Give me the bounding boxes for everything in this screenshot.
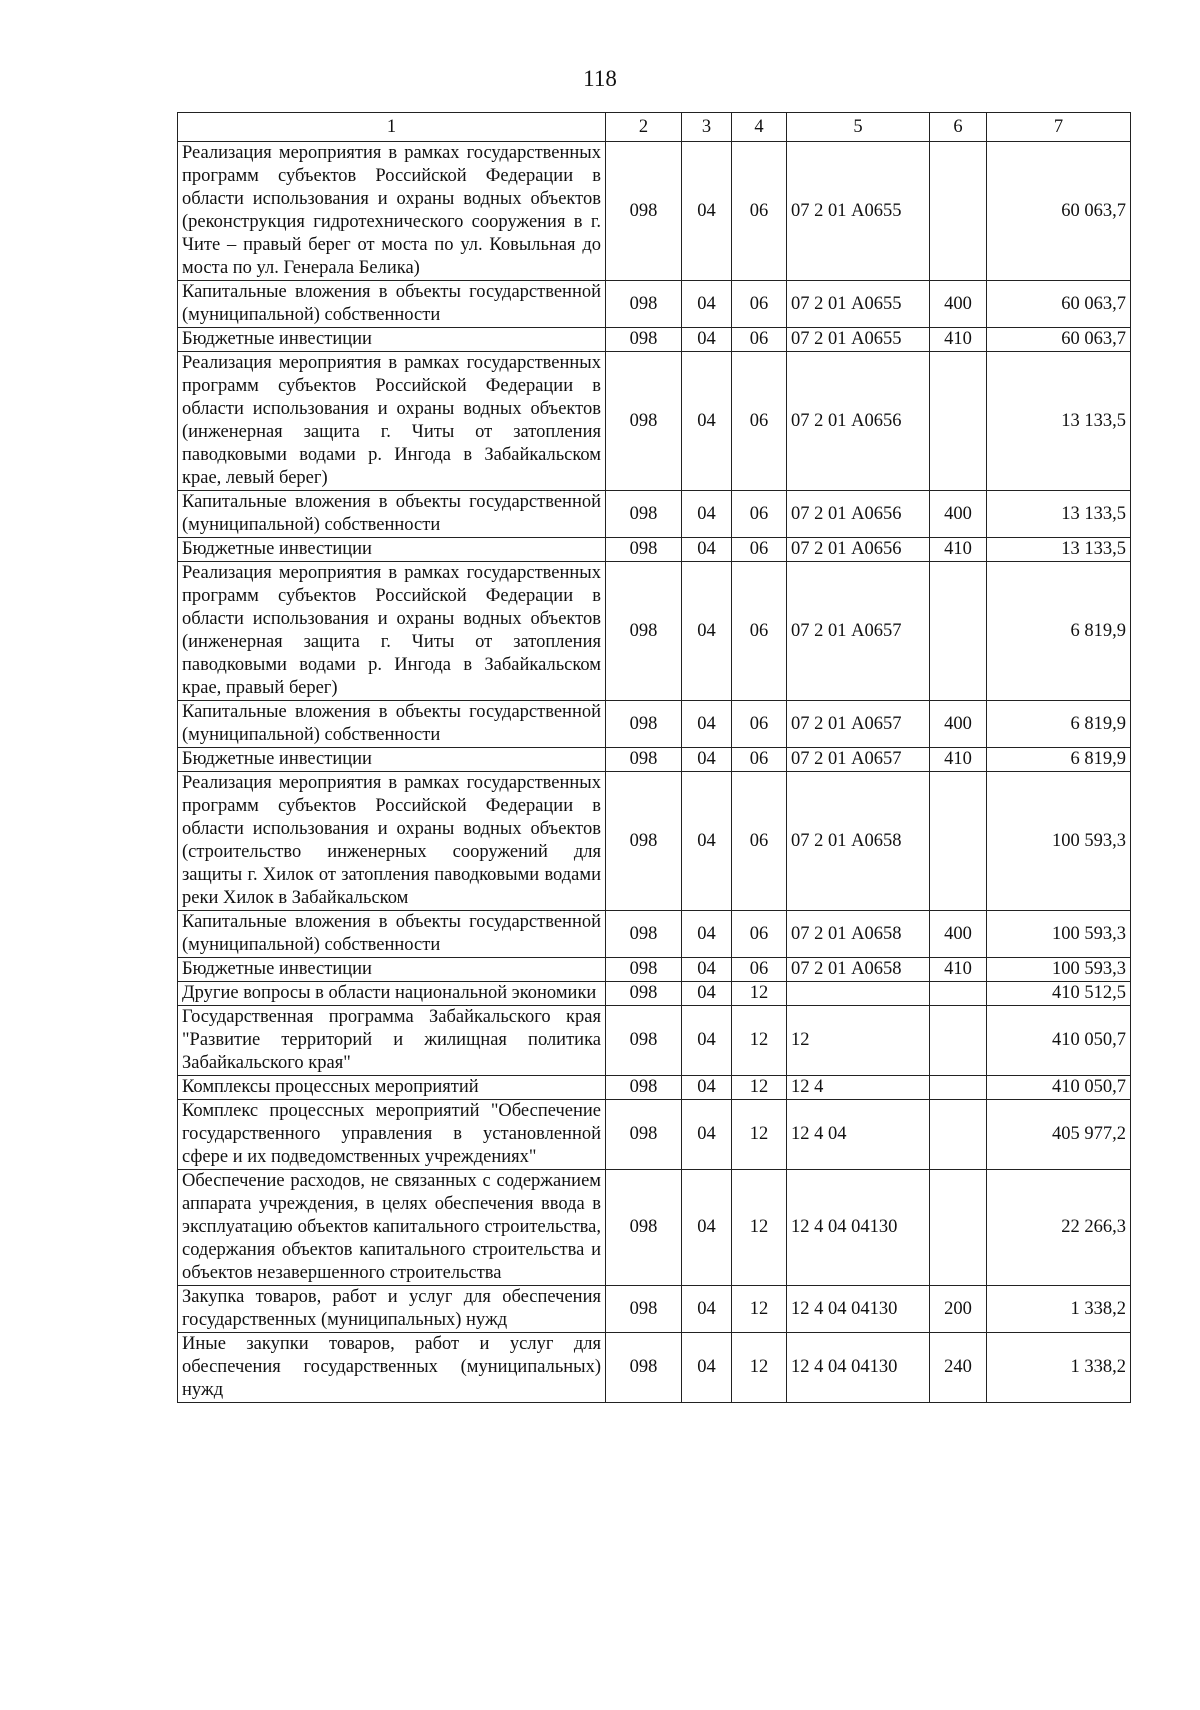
amount: 410 512,5 xyxy=(987,982,1131,1006)
subsection-code: 06 xyxy=(732,562,787,701)
amount: 410 050,7 xyxy=(987,1006,1131,1076)
expense-type-code xyxy=(930,352,987,491)
subsection-code: 06 xyxy=(732,142,787,281)
expense-type-code xyxy=(930,1006,987,1076)
table-row xyxy=(178,538,1131,562)
table-row xyxy=(178,1100,1131,1170)
section-code: 04 xyxy=(682,1333,732,1403)
ministry-code: 098 xyxy=(606,491,682,538)
table-row xyxy=(178,911,1131,958)
table-row xyxy=(178,1170,1131,1286)
ministry-code: 098 xyxy=(606,1170,682,1286)
section-code: 04 xyxy=(682,281,732,328)
subsection-code: 12 xyxy=(732,1006,787,1076)
column-header: 2 xyxy=(606,113,682,142)
column-header: 3 xyxy=(682,113,732,142)
expense-type-code: 400 xyxy=(930,701,987,748)
target-article-code: 12 4 xyxy=(787,1076,930,1100)
section-code: 04 xyxy=(682,1076,732,1100)
ministry-code: 098 xyxy=(606,772,682,911)
page-number: 118 xyxy=(583,66,617,91)
table-row xyxy=(178,352,1131,491)
target-article-code: 07 2 01 А0657 xyxy=(787,701,930,748)
expense-type-code: 410 xyxy=(930,958,987,982)
ministry-code: 098 xyxy=(606,1006,682,1076)
table-row xyxy=(178,281,1131,328)
subsection-code: 06 xyxy=(732,352,787,491)
amount: 100 593,3 xyxy=(987,911,1131,958)
target-article-code: 12 4 04 04130 xyxy=(787,1286,930,1333)
amount: 1 338,2 xyxy=(987,1333,1131,1403)
amount: 1 338,2 xyxy=(987,1286,1131,1333)
ministry-code: 098 xyxy=(606,328,682,352)
ministry-code: 098 xyxy=(606,1333,682,1403)
amount: 100 593,3 xyxy=(987,772,1131,911)
amount: 60 063,7 xyxy=(987,142,1131,281)
row-name: Реализация мероприятия в рамках государственных программ субъектов Российской Федерации в области использования и охраны водных объектов (реконструкция гидротехнического сооружения в г. Чите – правый берег от моста по ул. Ковыльная до моста по ул. Генерала Белика) xyxy=(178,142,606,281)
target-article-code: 07 2 01 А0656 xyxy=(787,538,930,562)
amount: 6 819,9 xyxy=(987,748,1131,772)
subsection-code: 06 xyxy=(732,772,787,911)
expense-type-code: 240 xyxy=(930,1333,987,1403)
subsection-code: 12 xyxy=(732,1170,787,1286)
row-name: Капитальные вложения в объекты государственной (муниципальной) собственности xyxy=(178,911,606,958)
section-code: 04 xyxy=(682,142,732,281)
ministry-code: 098 xyxy=(606,748,682,772)
table-row xyxy=(178,491,1131,538)
amount: 13 133,5 xyxy=(987,491,1131,538)
table-row xyxy=(178,1076,1131,1100)
amount: 405 977,2 xyxy=(987,1100,1131,1170)
column-header: 5 xyxy=(787,113,930,142)
column-header: 1 xyxy=(178,113,606,142)
subsection-code: 06 xyxy=(732,328,787,352)
amount: 13 133,5 xyxy=(987,352,1131,491)
subsection-code: 12 xyxy=(732,1333,787,1403)
subsection-code: 06 xyxy=(732,538,787,562)
subsection-code: 06 xyxy=(732,491,787,538)
subsection-code: 12 xyxy=(732,1286,787,1333)
section-code: 04 xyxy=(682,911,732,958)
table-row xyxy=(178,562,1131,701)
ministry-code: 098 xyxy=(606,538,682,562)
row-name: Бюджетные инвестиции xyxy=(178,958,606,982)
target-article-code: 07 2 01 А0658 xyxy=(787,958,930,982)
row-name: Бюджетные инвестиции xyxy=(178,748,606,772)
row-name: Капитальные вложения в объекты государственной (муниципальной) собственности xyxy=(178,281,606,328)
expense-type-code xyxy=(930,772,987,911)
column-header: 4 xyxy=(732,113,787,142)
row-name: Бюджетные инвестиции xyxy=(178,328,606,352)
table-row xyxy=(178,1286,1131,1333)
ministry-code: 098 xyxy=(606,562,682,701)
table-row xyxy=(178,1006,1131,1076)
expense-type-code xyxy=(930,562,987,701)
target-article-code: 12 xyxy=(787,1006,930,1076)
expense-type-code: 200 xyxy=(930,1286,987,1333)
target-article-code: 07 2 01 А0657 xyxy=(787,562,930,701)
target-article-code: 07 2 01 А0655 xyxy=(787,281,930,328)
table-row xyxy=(178,142,1131,281)
target-article-code: 07 2 01 А0656 xyxy=(787,491,930,538)
expense-type-code: 400 xyxy=(930,911,987,958)
ministry-code: 098 xyxy=(606,1286,682,1333)
target-article-code: 07 2 01 А0658 xyxy=(787,772,930,911)
row-name: Реализация мероприятия в рамках государственных программ субъектов Российской Федерации в области использования и охраны водных объектов (строительство инженерных сооружений для защиты г. Хилок от затопления паводковыми водами реки Хилок в Забайкальском xyxy=(178,772,606,911)
row-name: Обеспечение расходов, не связанных с содержанием аппарата учреждения, в целях обеспечения ввода в эксплуатацию объектов капитального строительства, содержания объектов капитального строительства и объектов незавершенного строительства xyxy=(178,1170,606,1286)
expense-type-code: 410 xyxy=(930,538,987,562)
column-header: 6 xyxy=(930,113,987,142)
section-code: 04 xyxy=(682,562,732,701)
subsection-code: 06 xyxy=(732,911,787,958)
ministry-code: 098 xyxy=(606,958,682,982)
target-article-code: 07 2 01 А0655 xyxy=(787,142,930,281)
expense-type-code xyxy=(930,982,987,1006)
subsection-code: 06 xyxy=(732,748,787,772)
expense-type-code: 410 xyxy=(930,328,987,352)
expense-type-code: 400 xyxy=(930,281,987,328)
table-row xyxy=(178,328,1131,352)
amount: 410 050,7 xyxy=(987,1076,1131,1100)
section-code: 04 xyxy=(682,701,732,748)
ministry-code: 098 xyxy=(606,1076,682,1100)
ministry-code: 098 xyxy=(606,281,682,328)
section-code: 04 xyxy=(682,1170,732,1286)
amount: 100 593,3 xyxy=(987,958,1131,982)
subsection-code: 12 xyxy=(732,1100,787,1170)
section-code: 04 xyxy=(682,352,732,491)
table-row xyxy=(178,982,1131,1006)
subsection-code: 06 xyxy=(732,281,787,328)
row-name: Комплексы процессных мероприятий xyxy=(178,1076,606,1100)
row-name: Иные закупки товаров, работ и услуг для обеспечения государственных (муниципальных) нужд xyxy=(178,1333,606,1403)
table-row xyxy=(178,1333,1131,1403)
expense-type-code: 400 xyxy=(930,491,987,538)
expense-type-code xyxy=(930,142,987,281)
row-name: Закупка товаров, работ и услуг для обеспечения государственных (муниципальных) нужд xyxy=(178,1286,606,1333)
budget-table xyxy=(177,112,1131,1403)
column-number-row xyxy=(178,113,1131,142)
row-name: Реализация мероприятия в рамках государственных программ субъектов Российской Федерации в области использования и охраны водных объектов (инженерная защита г. Читы от затопления паводковыми водами р. Ингода в Забайкальском крае, правый берег) xyxy=(178,562,606,701)
target-article-code: 07 2 01 А0656 xyxy=(787,352,930,491)
amount: 6 819,9 xyxy=(987,562,1131,701)
row-name: Другие вопросы в области национальной экономики xyxy=(178,982,606,1006)
table-row xyxy=(178,958,1131,982)
expense-type-code xyxy=(930,1076,987,1100)
table-row xyxy=(178,748,1131,772)
column-header: 7 xyxy=(987,113,1131,142)
table-row xyxy=(178,701,1131,748)
target-article-code: 07 2 01 А0657 xyxy=(787,748,930,772)
target-article-code: 12 4 04 04130 xyxy=(787,1333,930,1403)
expense-type-code xyxy=(930,1100,987,1170)
ministry-code: 098 xyxy=(606,142,682,281)
section-code: 04 xyxy=(682,1286,732,1333)
amount: 22 266,3 xyxy=(987,1170,1131,1286)
subsection-code: 06 xyxy=(732,701,787,748)
section-code: 04 xyxy=(682,772,732,911)
section-code: 04 xyxy=(682,491,732,538)
target-article-code xyxy=(787,982,930,1006)
target-article-code: 12 4 04 04130 xyxy=(787,1170,930,1286)
ministry-code: 098 xyxy=(606,911,682,958)
section-code: 04 xyxy=(682,958,732,982)
section-code: 04 xyxy=(682,982,732,1006)
section-code: 04 xyxy=(682,538,732,562)
subsection-code: 12 xyxy=(732,1076,787,1100)
ministry-code: 098 xyxy=(606,352,682,491)
target-article-code: 07 2 01 А0658 xyxy=(787,911,930,958)
amount: 13 133,5 xyxy=(987,538,1131,562)
row-name: Капитальные вложения в объекты государственной (муниципальной) собственности xyxy=(178,491,606,538)
ministry-code: 098 xyxy=(606,701,682,748)
section-code: 04 xyxy=(682,748,732,772)
section-code: 04 xyxy=(682,1100,732,1170)
expense-type-code xyxy=(930,1170,987,1286)
subsection-code: 12 xyxy=(732,982,787,1006)
section-code: 04 xyxy=(682,1006,732,1076)
table-row xyxy=(178,772,1131,911)
ministry-code: 098 xyxy=(606,982,682,1006)
row-name: Государственная программа Забайкальского края "Развитие территорий и жилищная политика Забайкальского края" xyxy=(178,1006,606,1076)
expense-type-code: 410 xyxy=(930,748,987,772)
row-name: Бюджетные инвестиции xyxy=(178,538,606,562)
target-article-code: 07 2 01 А0655 xyxy=(787,328,930,352)
row-name: Реализация мероприятия в рамках государственных программ субъектов Российской Федерации в области использования и охраны водных объектов (инженерная защита г. Читы от затопления паводковыми водами р. Ингода в Забайкальском крае, левый берег) xyxy=(178,352,606,491)
target-article-code: 12 4 04 xyxy=(787,1100,930,1170)
amount: 60 063,7 xyxy=(987,328,1131,352)
ministry-code: 098 xyxy=(606,1100,682,1170)
row-name: Капитальные вложения в объекты государственной (муниципальной) собственности xyxy=(178,701,606,748)
amount: 6 819,9 xyxy=(987,701,1131,748)
subsection-code: 06 xyxy=(732,958,787,982)
amount: 60 063,7 xyxy=(987,281,1131,328)
row-name: Комплекс процессных мероприятий "Обеспечение государственного управления в установленной сфере и их подведомственных учреждениях" xyxy=(178,1100,606,1170)
section-code: 04 xyxy=(682,328,732,352)
